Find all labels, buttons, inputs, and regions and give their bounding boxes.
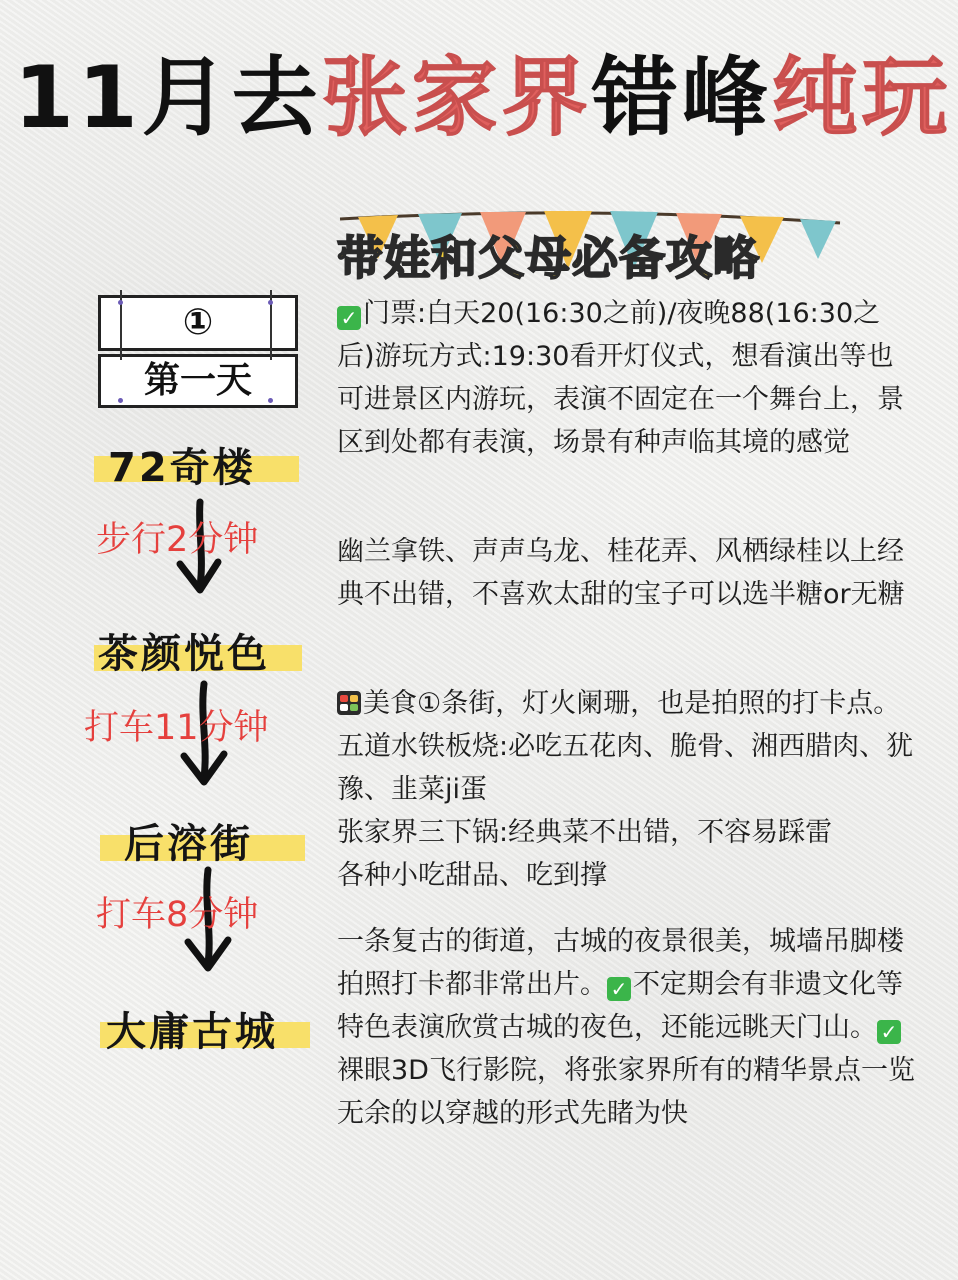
transport-3: 打车8分钟 [96,895,259,935]
board-rivet [118,300,123,305]
title-part-1: 11月去 [14,48,322,148]
board-rivet [268,300,273,305]
route-stop-4: 大庸古城 [106,1009,278,1055]
check-mark-icon: ✓ [877,1020,901,1044]
route-stop-2: 茶颜悦色 [98,631,270,677]
subtitle: 带娃和父母必备攻略 [337,231,760,285]
page-title [14,28,954,158]
day-number-board: ① [98,295,298,351]
ancient-city-paragraph: 一条复古的街道，古城的夜景很美，城墙吊脚楼拍照打卡都非常出片。 ✓ 不定期会有非遗文化等特色表演欣赏古城的夜色，还能远眺天门山。 ✓裸眼3D飞行影院，将张家界所有的精华景点一览无余的以穿越的形式先睹为快 [337,926,915,1129]
transport-1: 步行2分钟 [96,520,259,560]
check-mark-icon: ✓ [337,306,361,330]
title-part-4: 纯玩 [771,48,952,148]
bento-box-icon [337,691,361,715]
title-part-3: 错峰 [591,48,772,148]
day-label-board: 第一天 [98,354,298,408]
food-street-paragraph: 美食①条街，灯火阑珊，也是拍照的打卡点。五道水铁板烧:必吃五花肉、脆骨、湘西腊肉、犹豫、韭菜ji蛋 张家界三下锅:经典菜不出错，不容易踩雷 各种小吃甜品、吃到撑 [337,688,914,891]
check-mark-icon: ✓ [607,977,631,1001]
tea-drinks-paragraph: 幽兰拿铁、声声乌龙、桂花弄、风栖绿桂以上经典不出错，不喜欢太甜的宝子可以选半糖or无糖 [337,536,905,610]
board-rivet [118,398,123,403]
transport-2: 打车11分钟 [84,708,269,748]
route-stop-1: 72奇楼 [108,445,256,491]
board-rivet [268,398,273,403]
route-stop-3: 后溶街 [124,821,253,867]
ticket-info-paragraph: ✓ 门票:白天20(16:30之前)/夜晚88(16:30之后)游玩方式:19:30看开灯仪式，想看演出等也可进景区内游玩，表演不固定在一个舞台上，景区到处都有表演，场景有种声临其境的感觉 [337,298,904,458]
title-part-2: 张家界 [321,48,592,148]
